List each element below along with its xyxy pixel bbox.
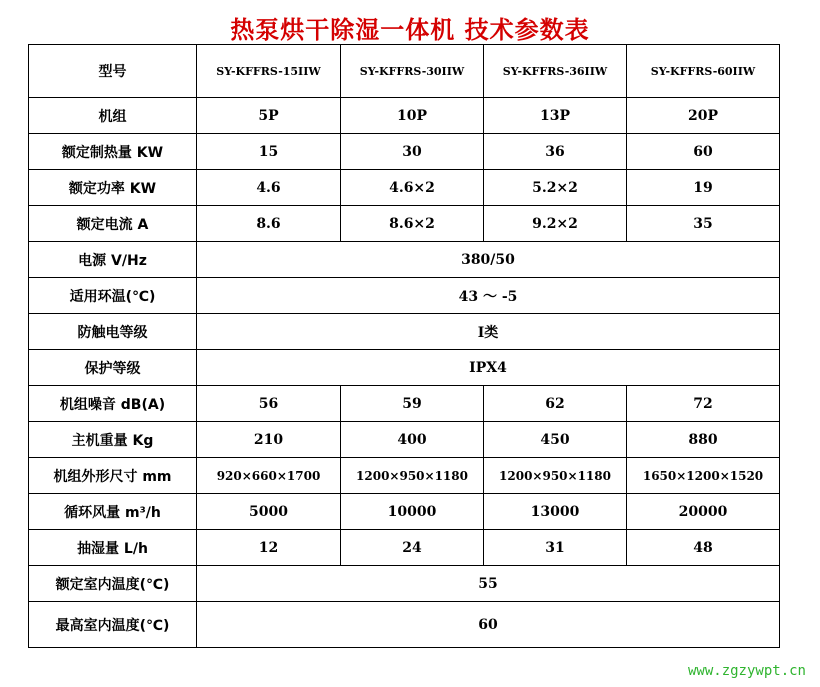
model-name: SY-KFFRS-30IIW xyxy=(341,45,484,98)
table-row xyxy=(29,314,780,350)
row-value: 72 xyxy=(627,386,780,422)
table-row xyxy=(29,242,780,278)
row-value: 8.6×2 xyxy=(341,206,484,242)
row-value: 10P xyxy=(341,98,484,134)
row-label: 循环风量 m³/h xyxy=(29,494,197,530)
table-row xyxy=(29,386,780,422)
row-value: 20P xyxy=(627,98,780,134)
row-value: 5P xyxy=(197,98,341,134)
row-value: 56 xyxy=(197,386,341,422)
row-value: 13P xyxy=(484,98,627,134)
model-name: SY-KFFRS-15IIW xyxy=(197,45,341,98)
row-value: 12 xyxy=(197,530,341,566)
row-label: 最高室内温度(℃) xyxy=(29,602,197,648)
row-value: 4.6 xyxy=(197,170,341,206)
row-span-value: I类 xyxy=(197,314,780,350)
row-value: 1650×1200×1520 xyxy=(627,458,780,494)
row-value: 31 xyxy=(484,530,627,566)
row-span-value: 380/50 xyxy=(197,242,780,278)
watermark: www.zgzywpt.cn xyxy=(687,663,806,679)
row-label: 电源 V/Hz xyxy=(29,242,197,278)
row-value: 1200×950×1180 xyxy=(341,458,484,494)
row-value: 450 xyxy=(484,422,627,458)
row-label: 额定制热量 KW xyxy=(29,134,197,170)
table-row xyxy=(29,278,780,314)
table-row xyxy=(29,350,780,386)
table-header-row xyxy=(29,45,780,98)
table-row xyxy=(29,530,780,566)
table-row xyxy=(29,98,780,134)
row-label: 防触电等级 xyxy=(29,314,197,350)
row-value: 1200×950×1180 xyxy=(484,458,627,494)
table-row xyxy=(29,566,780,602)
header-label: 型号 xyxy=(29,45,197,98)
row-value: 30 xyxy=(341,134,484,170)
row-value: 15 xyxy=(197,134,341,170)
row-value: 880 xyxy=(627,422,780,458)
row-value: 59 xyxy=(341,386,484,422)
row-value: 400 xyxy=(341,422,484,458)
table-row xyxy=(29,494,780,530)
row-value: 5000 xyxy=(197,494,341,530)
row-label: 适用环温(℃) xyxy=(29,278,197,314)
row-label: 机组外形尺寸 mm xyxy=(29,458,197,494)
row-span-value: IPX4 xyxy=(197,350,780,386)
row-label: 额定电流 A xyxy=(29,206,197,242)
row-value: 5.2×2 xyxy=(484,170,627,206)
page-title: 热泵烘干除湿一体机 技术参数表 xyxy=(230,16,590,44)
row-value: 8.6 xyxy=(197,206,341,242)
row-value: 13000 xyxy=(484,494,627,530)
row-label: 额定室内温度(℃) xyxy=(29,566,197,602)
table-row xyxy=(29,602,780,648)
row-value: 36 xyxy=(484,134,627,170)
row-value: 4.6×2 xyxy=(341,170,484,206)
row-label: 主机重量 Kg xyxy=(29,422,197,458)
model-name: SY-KFFRS-60IIW xyxy=(627,45,780,98)
row-value: 62 xyxy=(484,386,627,422)
row-span-value: 60 xyxy=(197,602,780,648)
row-span-value: 55 xyxy=(197,566,780,602)
row-label: 抽湿量 L/h xyxy=(29,530,197,566)
table-row xyxy=(29,170,780,206)
table-row xyxy=(29,458,780,494)
row-value: 20000 xyxy=(627,494,780,530)
row-value: 19 xyxy=(627,170,780,206)
row-value: 35 xyxy=(627,206,780,242)
row-value: 210 xyxy=(197,422,341,458)
row-span-value: 43 ～ -5 xyxy=(197,278,780,314)
row-value: 10000 xyxy=(341,494,484,530)
row-value: 9.2×2 xyxy=(484,206,627,242)
model-name: SY-KFFRS-36IIW xyxy=(484,45,627,98)
row-label: 机组 xyxy=(29,98,197,134)
table-row xyxy=(29,422,780,458)
table-row xyxy=(29,134,780,170)
row-label: 机组噪音 dB(A) xyxy=(29,386,197,422)
spec-table xyxy=(28,44,780,648)
row-label: 额定功率 KW xyxy=(29,170,197,206)
row-value: 920×660×1700 xyxy=(197,458,341,494)
row-value: 60 xyxy=(627,134,780,170)
row-value: 24 xyxy=(341,530,484,566)
row-label: 保护等级 xyxy=(29,350,197,386)
table-row xyxy=(29,206,780,242)
row-value: 48 xyxy=(627,530,780,566)
